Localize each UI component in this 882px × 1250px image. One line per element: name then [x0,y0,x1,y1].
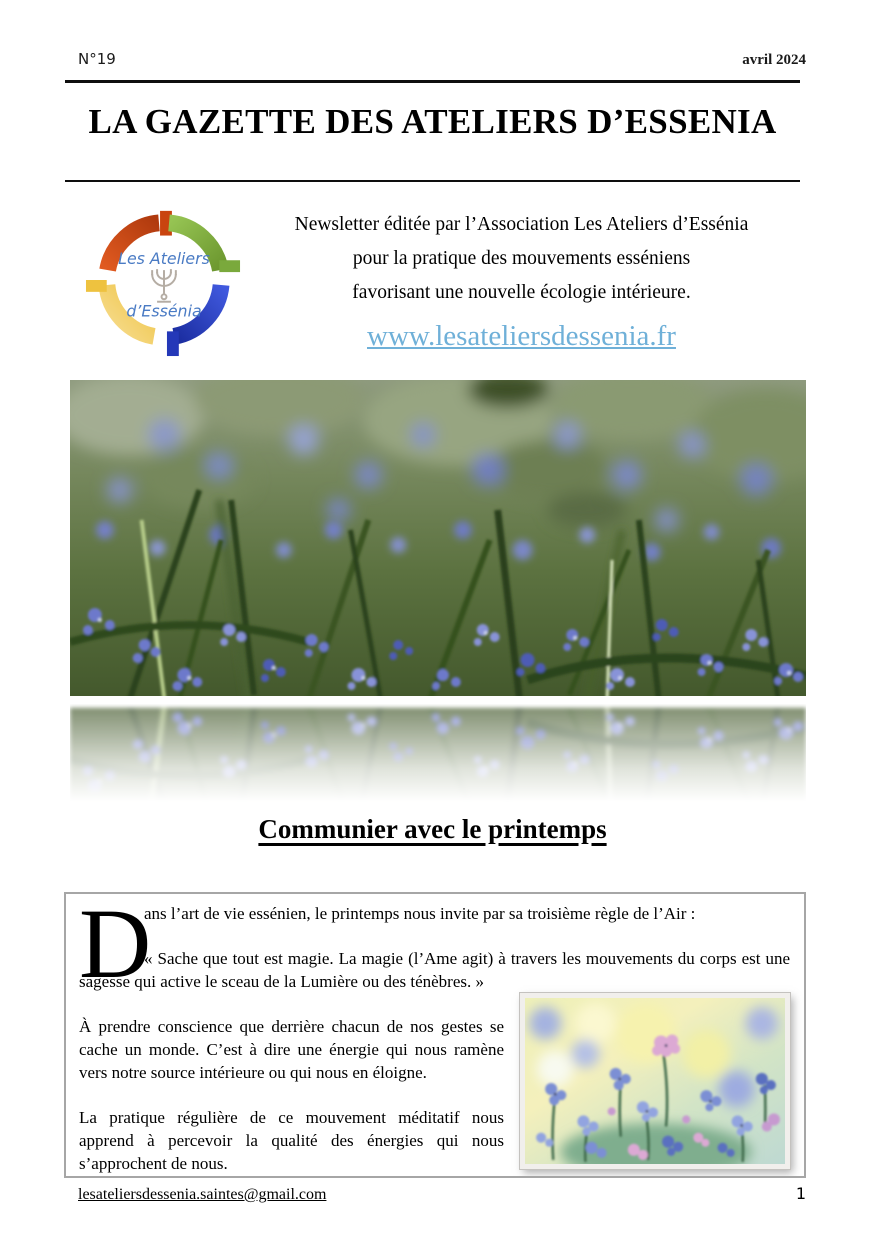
page-number: 1 [795,1184,806,1203]
intro-line: Newsletter éditée par l’Association Les Ateliers d’Essénia [294,214,749,235]
page-title: LA GAZETTE DES ATELIERS D’ESSENIA [88,102,777,141]
paragraph-text: ans l’art de vie essénien, le printemps nous invite par sa troisième règle de l’Air : [144,904,696,923]
spring-field-photo-block [70,380,806,808]
forget-me-not-image [525,998,785,1164]
spring-field-photo [70,380,806,700]
issue-number: N°19 [78,50,116,68]
page-header [78,50,806,69]
header-divider [65,80,800,83]
article-paragraph-2: « Sache que tout est magie. La magie (l’Ame agit) à travers les mouvements du corps est une sagesse qui active le sceau de la Lumière ou des ténèbres. » [79,949,790,991]
forget-me-not-photo [520,993,790,1169]
website-link[interactable]: www.lesateliersdessenia.fr [367,320,676,352]
logo-text-bottom: d’Essénia [126,301,202,321]
menorah-icon [152,269,176,302]
article-box [64,892,806,1178]
article-paragraph-4: La pratique régulière de ce mouvement méditatif nous apprend à percevoir la qualité des énergies qui nous s’approchent de nous. [79,1108,504,1173]
issue-date: avril 2024 [742,52,806,68]
intro-line: pour la pratique des mouvements esséniens [352,248,691,269]
footer-email-link[interactable]: lesateliersdessenia.saintes@gmail.com [78,1186,327,1203]
logo-tab-green [219,260,240,272]
masthead [65,198,800,362]
article-paragraph-3: À prendre conscience que derrière chacun de nos gestes se cache un monde. C’est à dire une énergie qui nous ramène vers notre source intérieure ou qui nous en éloigne. [79,1017,504,1082]
photo-reflection [70,700,806,808]
flower-field-image [70,380,806,700]
drop-cap: D [79,892,152,999]
title-divider [65,180,800,182]
logo-text-top: Les Ateliers [118,249,210,269]
association-logo [65,198,243,362]
logo-graphic [85,198,243,362]
article-heading: Communier avec le printemps [258,814,607,844]
reflection-fade [70,704,806,808]
page-footer [78,1184,806,1204]
newsletter-intro [243,198,800,362]
logo-tab-blue [167,331,179,356]
intro-line: favorisant une nouvelle écologie intérieure. [352,282,691,303]
logo-tab-yellow [86,280,107,292]
